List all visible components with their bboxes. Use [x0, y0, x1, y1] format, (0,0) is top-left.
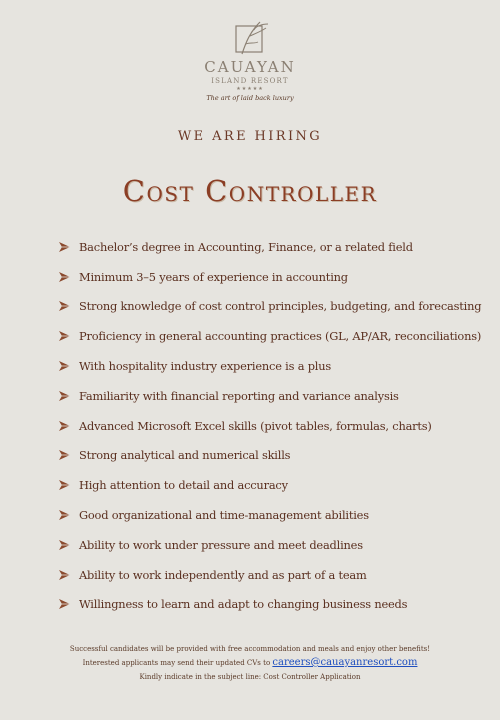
- arrow-bullet-icon: [58, 539, 71, 551]
- arrow-bullet-icon: [58, 449, 71, 461]
- requirement-text: Minimum 3–5 years of experience in accounting: [79, 269, 348, 284]
- arrow-bullet-icon: [58, 390, 71, 402]
- requirement-text: Good organizational and time-management abilities: [79, 508, 369, 523]
- arrow-bullet-icon: [58, 300, 71, 312]
- requirement-text: Strong analytical and numerical skills: [79, 448, 291, 463]
- requirement-text: Bachelor’s degree in Accounting, Finance, or a related field: [79, 239, 413, 254]
- requirement-item: [58, 530, 478, 560]
- footer: [0, 642, 500, 684]
- bamboo-logo-icon: [230, 18, 270, 58]
- apply-prefix: Interested applicants may send their updated CVs to: [82, 659, 271, 667]
- requirement-text: Ability to work independently and as part of a team: [79, 567, 367, 582]
- job-title: Cost Controller: [122, 174, 378, 208]
- arrow-bullet-icon: [58, 479, 71, 491]
- requirement-text: With hospitality industry experience is a plus: [79, 359, 332, 374]
- requirement-item: [58, 351, 478, 381]
- requirement-item: [58, 500, 478, 530]
- hiring-heading: WE ARE HIRING: [177, 129, 323, 144]
- requirement-text: High attention to detail and accuracy: [79, 478, 288, 493]
- subject-note: Kindly indicate in the subject line: Cost Controller Application: [139, 673, 361, 681]
- email-link[interactable]: careers@cauayanresort.com: [272, 657, 418, 668]
- brand-name: CAUAYAN: [204, 58, 296, 76]
- brand-subtitle: ISLAND RESORT: [211, 77, 289, 85]
- requirement-text: Advanced Microsoft Excel skills (pivot tables, formulas, charts): [79, 418, 432, 433]
- requirement-text: Familiarity with financial reporting and variance analysis: [79, 388, 399, 403]
- arrow-bullet-icon: [58, 509, 71, 521]
- apply-line: [0, 656, 500, 670]
- arrow-bullet-icon: [58, 420, 71, 432]
- requirement-item: [58, 321, 482, 351]
- benefits-note: Successful candidates will be provided with free accommodation and meals and enjoy other benefits!: [69, 645, 431, 653]
- requirement-item: [58, 232, 478, 262]
- arrow-bullet-icon: [58, 569, 71, 581]
- requirement-text: Proficiency in general accounting practices (GL, AP/AR, reconciliations): [79, 329, 482, 344]
- requirement-item: [58, 590, 478, 620]
- arrow-bullet-icon: [58, 360, 71, 372]
- arrow-bullet-icon: [58, 241, 71, 253]
- requirement-item: [58, 381, 478, 411]
- requirement-item: [58, 292, 482, 322]
- requirement-item: [58, 441, 478, 471]
- requirement-text: Strong knowledge of cost control principles, budgeting, and forecasting: [79, 299, 482, 314]
- brand-stars: ★★★★★: [236, 86, 264, 92]
- requirement-text: Willingness to learn and adapt to changing business needs: [79, 597, 408, 612]
- requirement-item: [58, 411, 478, 441]
- requirement-text: Ability to work under pressure and meet deadlines: [79, 537, 363, 552]
- requirements-list: [58, 232, 482, 619]
- requirement-item: [58, 470, 478, 500]
- resort-logo: [0, 18, 500, 103]
- requirement-item: [58, 262, 478, 292]
- requirement-item: [58, 560, 478, 590]
- arrow-bullet-icon: [58, 271, 71, 283]
- arrow-bullet-icon: [58, 598, 71, 610]
- arrow-bullet-icon: [58, 330, 71, 342]
- brand-tagline: The art of laid back luxury: [206, 94, 294, 102]
